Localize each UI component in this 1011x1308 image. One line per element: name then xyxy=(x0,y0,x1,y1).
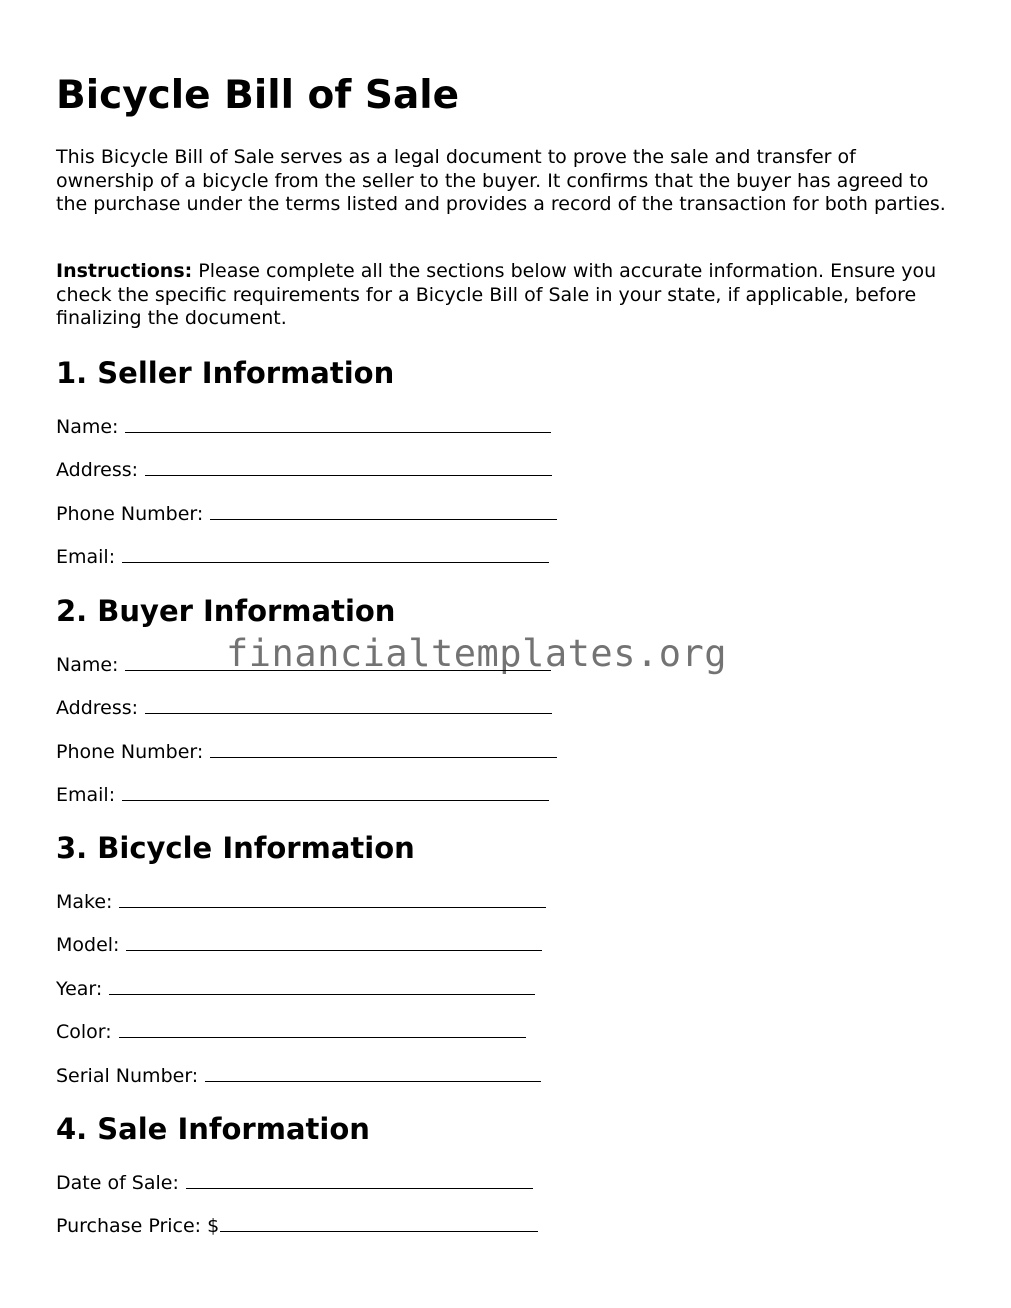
seller-heading: 1. Seller Information xyxy=(56,356,395,390)
intro-paragraph: This Bicycle Bill of Sale serves as a legal document to prove the sale and transfer of ownership of a bicycle from the seller to the buyer. It confirms that the buyer has agreed to the purchase under the terms listed and provides a record of the transaction for both parties. xyxy=(56,146,946,216)
buyer-email-blank[interactable] xyxy=(122,783,549,801)
bicycle-serial-blank[interactable] xyxy=(205,1064,541,1082)
seller-name-blank[interactable] xyxy=(125,415,551,433)
bicycle-color-row xyxy=(56,1020,526,1044)
sale-date-label: Date of Sale: xyxy=(56,1172,179,1194)
bicycle-model-blank[interactable] xyxy=(126,933,542,951)
bicycle-color-label: Color: xyxy=(56,1021,112,1043)
buyer-address-blank[interactable] xyxy=(145,696,552,714)
buyer-address-label: Address: xyxy=(56,697,139,719)
seller-name-row xyxy=(56,415,551,439)
buyer-heading: 2. Buyer Information xyxy=(56,594,396,628)
bicycle-heading: 3. Bicycle Information xyxy=(56,831,415,865)
seller-phone-blank[interactable] xyxy=(210,502,557,520)
seller-phone-row xyxy=(56,502,557,526)
bicycle-serial-label: Serial Number: xyxy=(56,1065,199,1087)
seller-email-row xyxy=(56,545,549,569)
bicycle-year-label: Year: xyxy=(56,978,103,1000)
watermark-text: financialtemplates.org xyxy=(226,632,728,675)
seller-email-blank[interactable] xyxy=(122,545,549,563)
bicycle-year-row xyxy=(56,977,535,1001)
seller-address-row xyxy=(56,458,552,482)
buyer-name-label: Name: xyxy=(56,654,119,676)
sale-date-blank[interactable] xyxy=(186,1171,533,1189)
bicycle-make-blank[interactable] xyxy=(119,890,546,908)
bicycle-serial-row xyxy=(56,1064,541,1088)
sale-heading: 4. Sale Information xyxy=(56,1112,370,1146)
sale-price-row xyxy=(56,1214,538,1238)
seller-name-label: Name: xyxy=(56,416,119,438)
buyer-address-row xyxy=(56,696,552,720)
buyer-email-label: Email: xyxy=(56,784,116,806)
bicycle-make-row xyxy=(56,890,546,914)
instructions-paragraph xyxy=(56,260,946,331)
seller-address-blank[interactable] xyxy=(145,458,552,476)
instructions-text: Please complete all the sections below with accurate information. Ensure you check the specific requirements for a Bicycle Bill of Sale in your state, if applicable, before finalizing the document. xyxy=(56,260,937,330)
bicycle-color-blank[interactable] xyxy=(119,1020,526,1038)
buyer-phone-label: Phone Number: xyxy=(56,741,204,763)
sale-price-label: Purchase Price: $ xyxy=(56,1215,220,1237)
buyer-email-row xyxy=(56,783,549,807)
buyer-phone-row xyxy=(56,740,557,764)
bicycle-model-label: Model: xyxy=(56,934,120,956)
instructions-label: Instructions: xyxy=(56,260,193,282)
seller-phone-label: Phone Number: xyxy=(56,503,204,525)
buyer-phone-blank[interactable] xyxy=(210,740,557,758)
sale-price-blank[interactable] xyxy=(220,1214,538,1232)
seller-email-label: Email: xyxy=(56,546,116,568)
bicycle-model-row xyxy=(56,933,542,957)
sale-date-row xyxy=(56,1171,533,1195)
bicycle-make-label: Make: xyxy=(56,891,113,913)
seller-address-label: Address: xyxy=(56,459,139,481)
bicycle-year-blank[interactable] xyxy=(109,977,535,995)
document-title: Bicycle Bill of Sale xyxy=(56,73,460,118)
